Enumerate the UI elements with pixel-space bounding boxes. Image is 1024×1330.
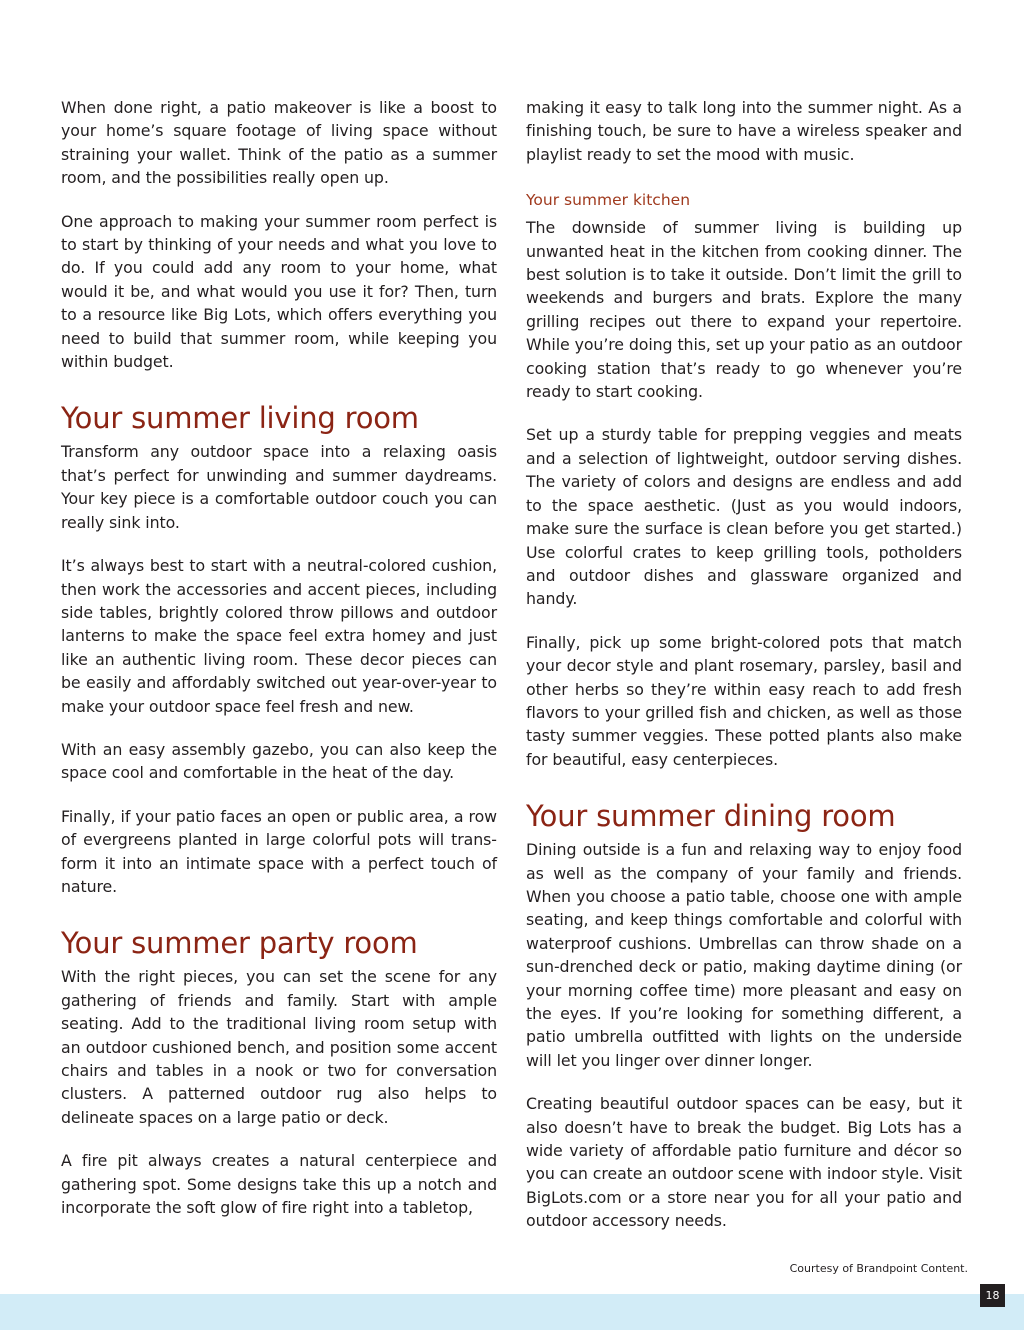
kitchen-paragraph-1: The downside of summer living is building up unwanted heat in the kitchen from cooking dinner. The best solution is to take it outside. Don’t limit the grill to weekends and burgers and brats. Explore the many grilling recipes out there to expand your repertoire. While you’re doing this, set up your patio as an outdoor cooking station that’s ready to go whenever you’re ready to start cooking. xyxy=(526,218,962,402)
dining-room-heading: Your summer dining room xyxy=(526,799,896,834)
kitchen-subheading: Your summer kitchen xyxy=(526,191,691,210)
kitchen-paragraph-2: Set up a sturdy table for prepping veggies and meats and a selection of lightweight, outdoor serving dishes. The variety of colors and designs are endless and add to the space aesthetic. (Just as you would indoors, make sure the surface is clean before you get started.) Use colorful crates to keep grilling tools, potholders and outdoor dishes and glassware organized and handy. xyxy=(526,425,962,609)
page-number: 18 xyxy=(980,1284,1005,1307)
left-column xyxy=(61,96,497,1219)
living-room-paragraph-3: With an easy assembly gazebo, you can also keep the space cool and comfortable in the heat of the day. xyxy=(61,739,497,783)
right-column xyxy=(526,96,962,1233)
party-room-heading: Your summer party room xyxy=(61,926,418,961)
dining-room-paragraph-2: Creating beautiful outdoor spaces can be easy, but it also doesn’t have to break the budget. Big Lots has a wide variety of affordable patio furniture and décor so you can create an outdoor scene with indoor style. Visit BigLots.com or a store near you for all your patio and outdoor accessory needs. xyxy=(526,1094,962,1231)
party-room-paragraph-1: With the right pieces, you can set the scene for any gathering of friends and family. Start with ample seating. Add to the traditional living room setup with an outdoor cushioned bench, and position some accent chairs and tables in a nook or two for conversation clusters. A patterned outdoor rug also helps to delineate spaces on a large patio or deck. xyxy=(61,967,497,1127)
living-room-paragraph-1: Transform any outdoor space into a relaxing oasis that’s perfect for unwinding and summer daydreams. Your key piece is a comfortable outdoor couch you can really sink into. xyxy=(61,442,497,532)
dining-room-paragraph-1: Dining outside is a fun and relaxing way to enjoy food as well as the company of your family and friends. When you choose a patio table, choose one with ample seating, and keep things comfortable and colorful with waterproof cushions. Umbrellas can throw shade on a sun-drenched deck or patio, making daytime dining (or your morning coffee time) more pleasant and easy on the eyes. If you’re looking for something different, a patio umbrella outfitted with lights on the underside will let you linger over dinner longer. xyxy=(526,840,962,1070)
living-room-paragraph-2: It’s always best to start with a neutral-colored cushion, then work the accessories and accent pieces, including side tables, brightly colored throw pillows and outdoor lanterns to make the space feel extra homey and just like an authentic living room. These decor pieces can be easily and affordably switched out year-over-year to make your outdoor space feel fresh and new. xyxy=(61,556,497,716)
content-credit: Courtesy of Brandpoint Content. xyxy=(789,1262,968,1275)
intro-paragraph-2: One approach to making your summer room perfect is to start by thinking of your needs and what you love to do. If you could add any room to your home, what would it be, and what would you use it for? Then, turn to a resource like Big Lots, which offers everything you need to build that summer room, while keeping you within budget. xyxy=(61,211,497,372)
footer-bar xyxy=(0,1294,1024,1330)
party-room-paragraph-3: making it easy to talk long into the summer night. As a finishing touch, be sure to have a wireless speaker and playlist ready to set the mood with music. xyxy=(526,98,962,164)
party-room-paragraph-2: A fire pit always creates a natural centerpiece and gathering spot. Some designs take this up a notch and incorporate the soft glow of fire right into a tabletop, xyxy=(61,1151,497,1218)
living-room-paragraph-4: Finally, if your patio faces an open or public area, a row of evergreens planted in large colorful pots will transform it into an intimate space with a perfect touch of nature. xyxy=(61,806,497,896)
kitchen-paragraph-3: Finally, pick up some bright-colored pots that match your decor style and plant rosemary, parsley, basil and other herbs so they’re within easy reach to add fresh flavors to your grilled fish and chicken, as well as those tasty summer veggies. These potted plants also make for beautiful, easy centerpieces. xyxy=(526,632,962,769)
living-room-heading: Your summer living room xyxy=(61,401,419,436)
intro-paragraph-1: When done right, a patio makeover is like a boost to your home’s square footage of living space without straining your wallet. Think of the patio as a summer room, and the possibilities really open up. xyxy=(61,98,497,188)
